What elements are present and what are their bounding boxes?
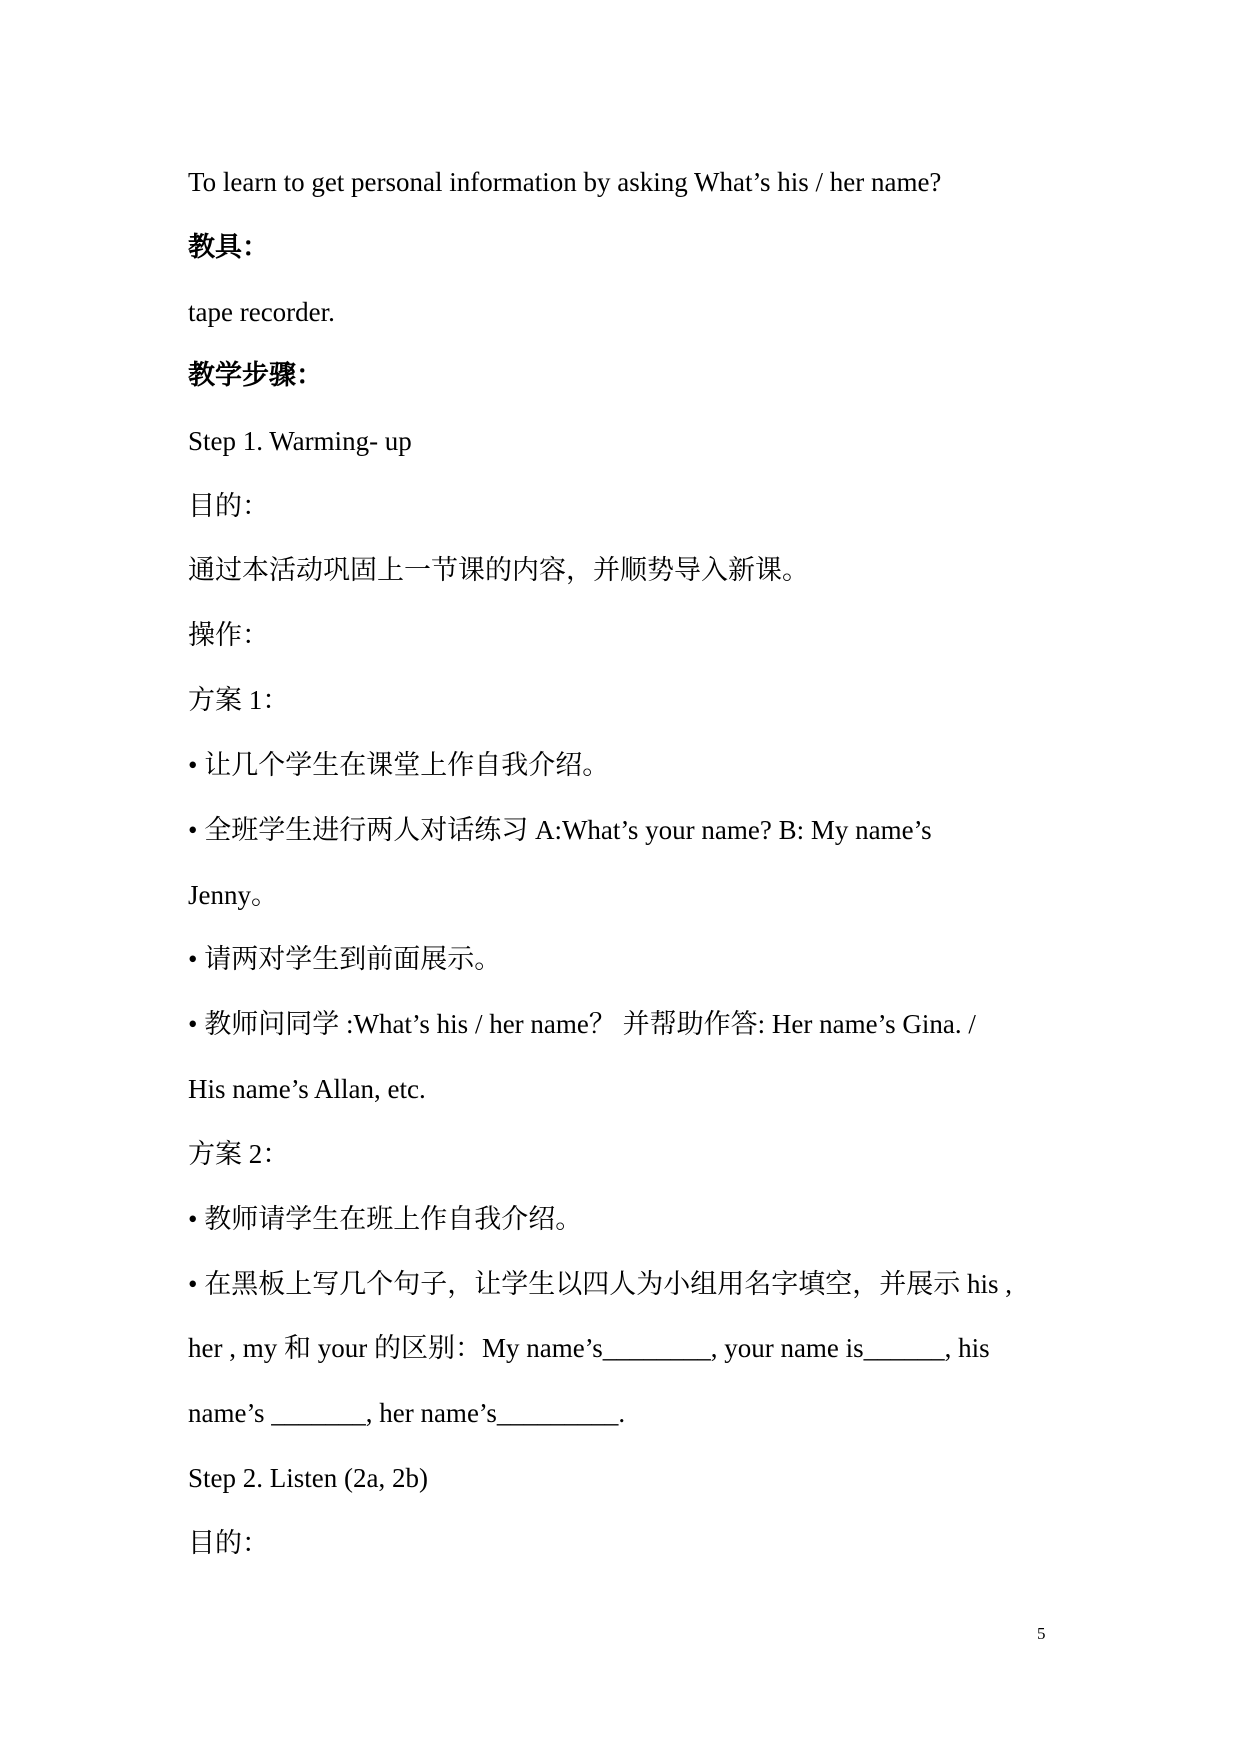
plan1-bullet-4: • 教师问同学 :What’s his / her name？ 并帮助作答: Her name’s Gina. / [188, 1009, 976, 1039]
plan1-bullet-4-continuation: His name’s Allan, etc. [188, 1074, 426, 1104]
plan1-bullet-2: • 全班学生进行两人对话练习 A:What’s your name? B: My name’s [188, 815, 932, 845]
plan1-bullet-2-continuation: Jenny。 [188, 880, 278, 910]
step1-heading: Step 1. Warming- up [188, 426, 412, 456]
purpose-label: 目的： [188, 491, 269, 521]
page-number: 5 [1037, 1624, 1046, 1643]
purpose-text: 通过本活动巩固上一节课的内容，并顺势导入新课。 [188, 555, 809, 585]
plan2-bullet-1: • 教师请学生在班上作自我介绍。 [188, 1204, 583, 1234]
step2-purpose-label: 目的： [188, 1528, 269, 1558]
plan1-bullet-1: • 让几个学生在课堂上作自我介绍。 [188, 750, 610, 780]
plan1-label: 方案 1： [188, 685, 290, 715]
plan2-bullet-2-continuation-2: name’s _______, her name’s_________. [188, 1398, 626, 1428]
teaching-aids-text: tape recorder. [188, 297, 335, 327]
objective-text: To learn to get personal information by asking What’s his / her name? [188, 167, 942, 197]
plan2-bullet-2-continuation: her , my 和 your 的区别：My name’s________, your name is______, his [188, 1333, 990, 1363]
plan1-bullet-3: • 请两对学生到前面展示。 [188, 944, 502, 974]
step2-heading: Step 2. Listen (2a, 2b) [188, 1463, 428, 1493]
operation-label: 操作： [188, 620, 269, 650]
plan2-label: 方案 2： [188, 1139, 290, 1169]
plan2-bullet-2: • 在黑板上写几个句子，让学生以四人为小组用名字填空，并展示 his , [188, 1269, 1012, 1299]
teaching-steps-heading: 教学步骤： [188, 360, 323, 390]
teaching-aids-heading: 教具： [188, 232, 269, 262]
